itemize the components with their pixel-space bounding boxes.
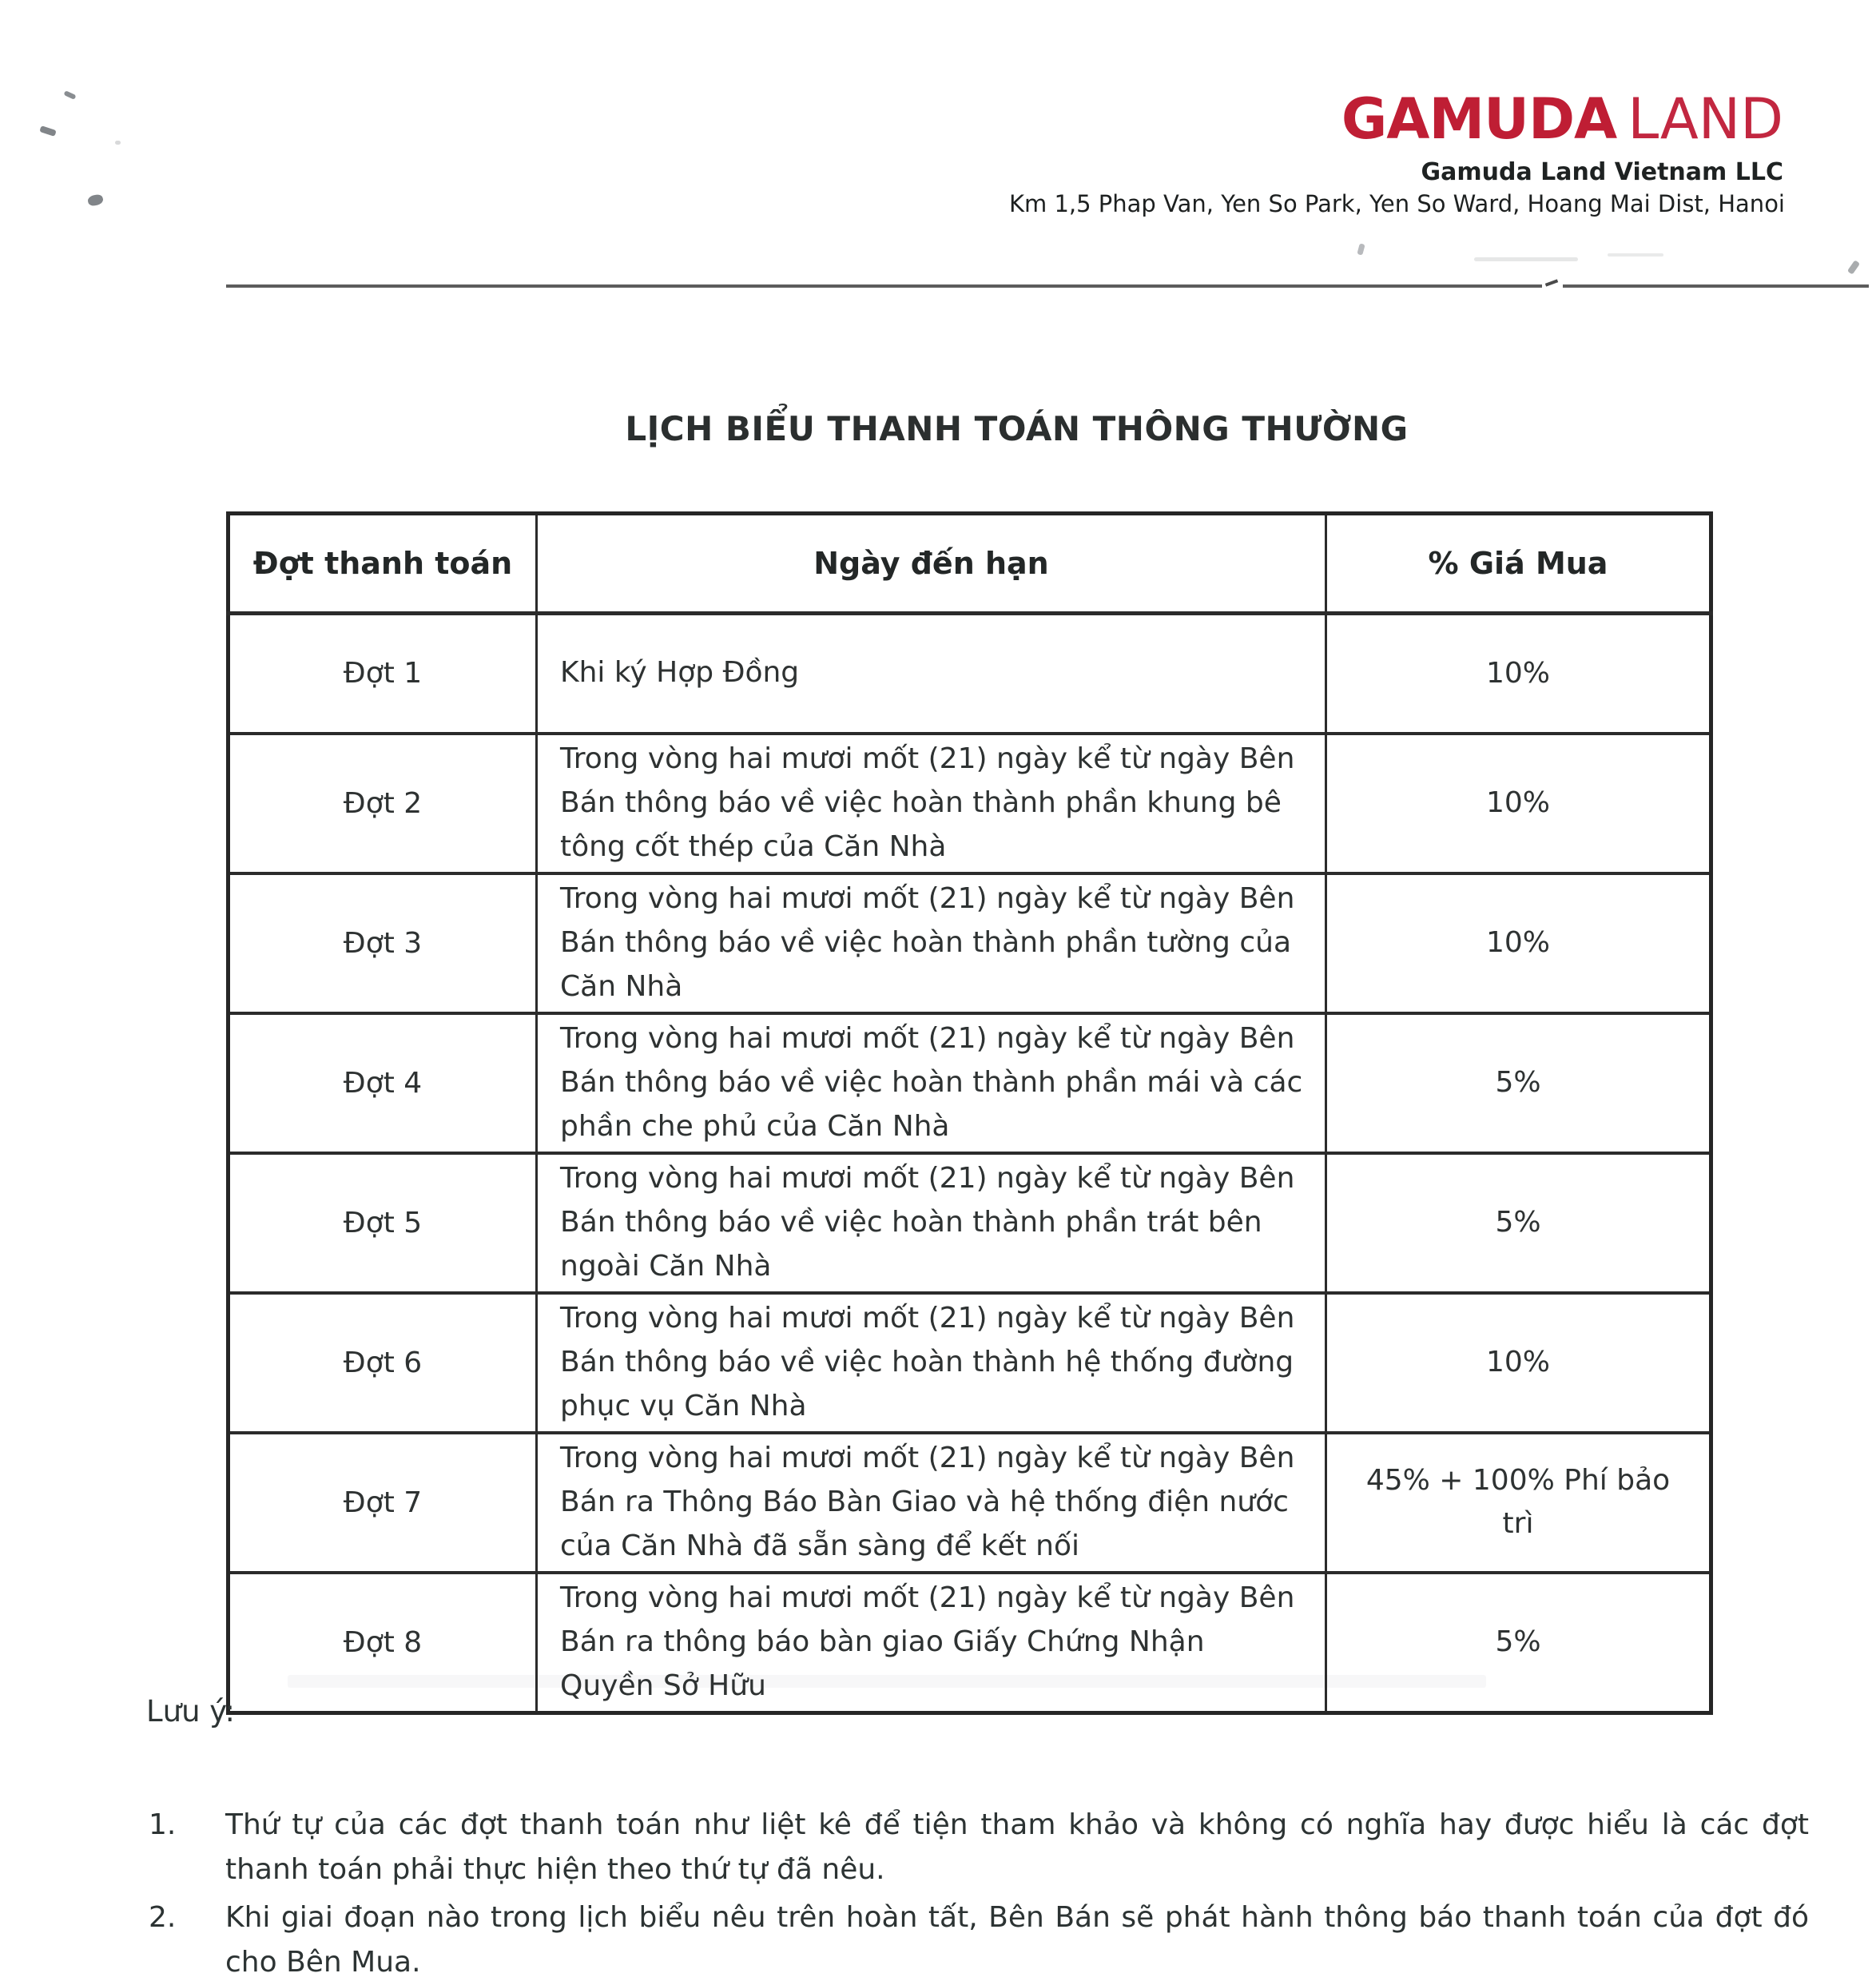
- header-divider: [226, 284, 1869, 288]
- percent-cell: 5%: [1326, 1153, 1711, 1293]
- scan-smudge: [1608, 253, 1663, 257]
- installment-cell: Đợt 3: [229, 873, 537, 1013]
- percent-cell: 5%: [1326, 1013, 1711, 1153]
- scan-smudge: [1474, 257, 1578, 261]
- col-header-percent: % Giá Mua: [1326, 514, 1711, 614]
- table-row-dot-6: [229, 1293, 1711, 1433]
- percent-cell: 10%: [1326, 734, 1711, 873]
- page-title: LỊCH BIỂU THANH TOÁN THÔNG THƯỜNG: [625, 409, 1409, 448]
- percent-cell: 10%: [1326, 614, 1711, 734]
- company-name: Gamuda Land Vietnam LLC: [1421, 158, 1783, 186]
- table-row-dot-8: [229, 1573, 1711, 1713]
- installment-cell: Đợt 4: [229, 1013, 537, 1153]
- table-row-dot-4: [229, 1013, 1711, 1153]
- col-header-due-date: Ngày đến hạn: [537, 514, 1326, 614]
- notes-label: Lưu ý:: [146, 1694, 235, 1728]
- table-header-row: [229, 514, 1711, 614]
- scan-smudge: [1847, 260, 1860, 275]
- due-date-cell: Trong vòng hai mươi mốt (21) ngày kể từ ngày Bên Bán thông báo về việc hoàn thành phần trát bên ngoài Căn Nhà: [537, 1153, 1326, 1293]
- gamuda-land-logo: [1341, 86, 1783, 152]
- due-date-cell: Trong vòng hai mươi mốt (21) ngày kể từ ngày Bên Bán thông báo về việc hoàn thành phần tường của Căn Nhà: [537, 873, 1326, 1013]
- table-row-dot-3: [229, 873, 1711, 1013]
- logo-gamuda-text: GAMUDA: [1341, 86, 1617, 152]
- ink-mark: [39, 125, 56, 137]
- note-number: 1.: [149, 1808, 177, 1841]
- logo-land-text: LAND: [1628, 86, 1783, 152]
- table-row-dot-1: [229, 614, 1711, 734]
- installment-cell: Đợt 5: [229, 1153, 537, 1293]
- table-row-dot-2: [229, 734, 1711, 873]
- due-date-cell: Trong vòng hai mươi mốt (21) ngày kể từ ngày Bên Bán thông báo về việc hoàn thành hệ thống đường phục vụ Căn Nhà: [537, 1293, 1326, 1433]
- ink-mark: [115, 141, 121, 145]
- due-date-cell: Trong vòng hai mươi mốt (21) ngày kể từ ngày Bên Bán ra Thông Báo Bàn Giao và hệ thống điện nước của Căn Nhà đã sẵn sàng để kết nối: [537, 1433, 1326, 1573]
- col-header-installment: Đợt thanh toán: [229, 514, 537, 614]
- percent-cell: 45% + 100% Phí bảo trì: [1326, 1433, 1711, 1573]
- note-item-1: [149, 1803, 1809, 1892]
- percent-cell: 10%: [1326, 1293, 1711, 1433]
- scan-smudge: [1357, 243, 1365, 255]
- note-number: 2.: [149, 1901, 177, 1934]
- installment-cell: Đợt 8: [229, 1573, 537, 1713]
- installment-cell: Đợt 7: [229, 1433, 537, 1573]
- payment-schedule-table: [226, 511, 1713, 1715]
- due-date-cell: Trong vòng hai mươi mốt (21) ngày kể từ ngày Bên Bán thông báo về việc hoàn thành phần khung bê tông cốt thép của Căn Nhà: [537, 734, 1326, 873]
- percent-cell: 5%: [1326, 1573, 1711, 1713]
- installment-cell: Đợt 2: [229, 734, 537, 873]
- percent-cell: 10%: [1326, 873, 1711, 1013]
- note-text: Khi giai đoạn nào trong lịch biểu nêu trên hoàn tất, Bên Bán sẽ phát hành thông báo thanh toán của đợt đó cho Bên Mua.: [225, 1901, 1809, 1979]
- due-date-cell: Trong vòng hai mươi mốt (21) ngày kể từ ngày Bên Bán thông báo về việc hoàn thành phần mái và các phần che phủ của Căn Nhà: [537, 1013, 1326, 1153]
- table-row-dot-7: [229, 1433, 1711, 1573]
- note-text: Thứ tự của các đợt thanh toán như liệt kê để tiện tham khảo và không có nghĩa hay được hiểu là các đợt thanh toán phải thực hiện theo thứ tự đã nêu.: [225, 1808, 1809, 1886]
- table-row-dot-5: [229, 1153, 1711, 1293]
- installment-cell: Đợt 1: [229, 614, 537, 734]
- due-date-cell: Khi ký Hợp Đồng: [537, 614, 1326, 734]
- installment-cell: Đợt 6: [229, 1293, 537, 1433]
- company-address: Km 1,5 Phap Van, Yen So Park, Yen So Ward, Hoang Mai Dist, Hanoi: [1008, 190, 1785, 217]
- ink-mark: [87, 193, 105, 207]
- due-date-cell: Trong vòng hai mươi mốt (21) ngày kể từ ngày Bên Bán ra thông báo bàn giao Giấy Chứng Nhận Quyền Sở Hữu: [537, 1573, 1326, 1713]
- note-item-2: [149, 1895, 1809, 1985]
- ink-mark: [63, 90, 76, 100]
